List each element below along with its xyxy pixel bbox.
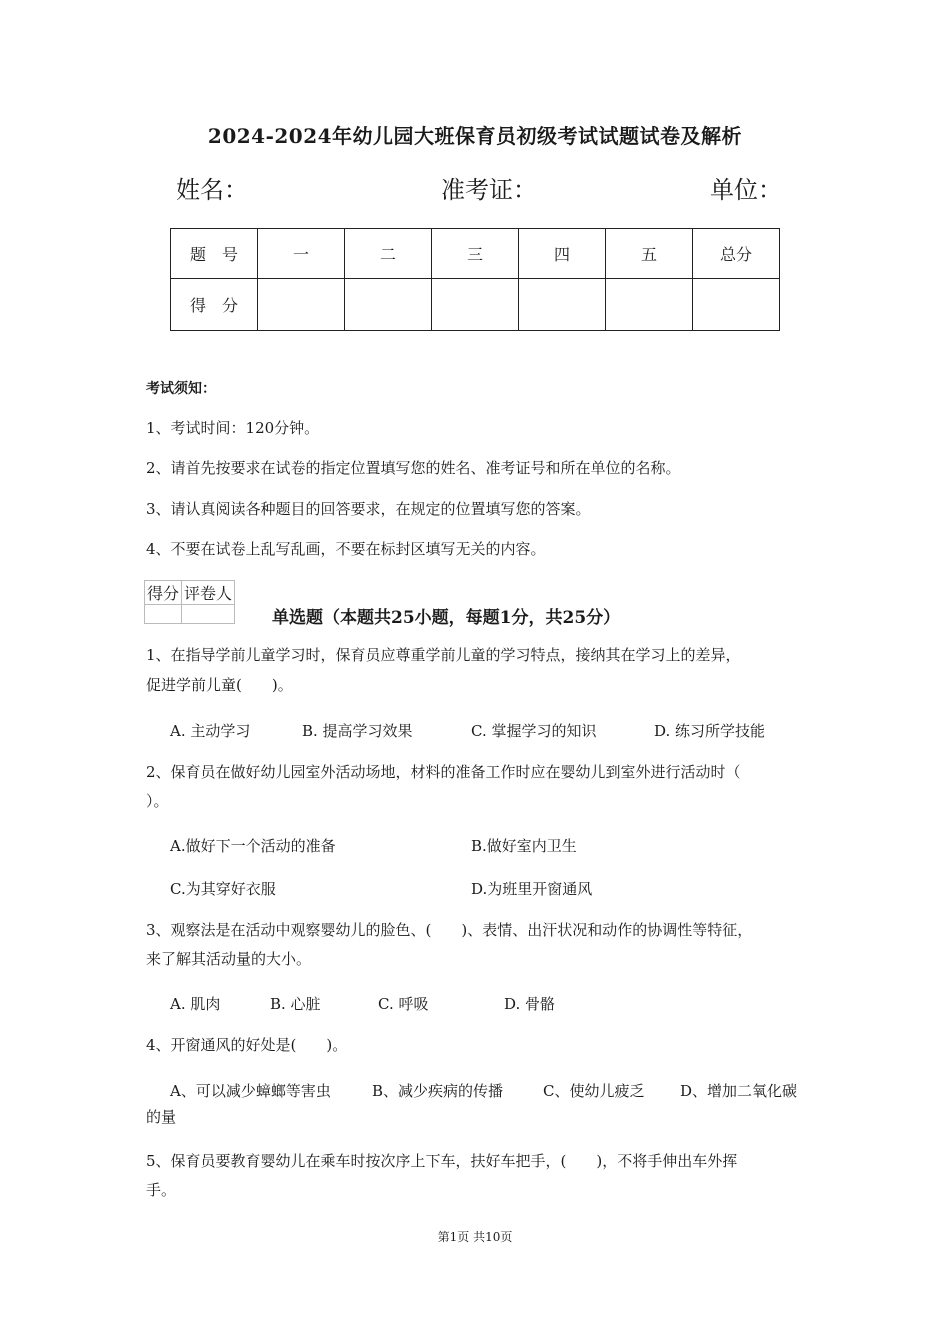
score-cell[interactable] — [258, 279, 345, 331]
question-1-option-d[interactable]: D. 练习所学技能 — [654, 722, 766, 740]
notice-item: 2、请首先按要求在试卷的指定位置填写您的姓名、准考证号和所在单位的名称。 — [146, 459, 681, 477]
question-1-option-a[interactable]: A. 主动学习 — [170, 722, 251, 740]
score-cell[interactable] — [432, 279, 519, 331]
notice-item: 3、请认真阅读各种题目的回答要求，在规定的位置填写您的答案。 — [146, 500, 591, 518]
question-4-line-1: 4、开窗通风的好处是( )。 — [146, 1036, 348, 1054]
score-header-cell: 一 — [258, 229, 345, 279]
question-3-option-a[interactable]: A. 肌肉 — [170, 995, 221, 1013]
question-1-option-c[interactable]: C. 掌握学习的知识 — [471, 722, 597, 740]
score-table — [170, 228, 780, 331]
grader-name-cell[interactable] — [182, 605, 235, 624]
grader-box — [144, 580, 235, 624]
notice-item: 4、不要在试卷上乱写乱画，不要在标封区填写无关的内容。 — [146, 540, 546, 558]
question-4-continuation: 的量 — [146, 1108, 177, 1126]
grader-name-label: 评卷人 — [182, 581, 235, 605]
question-3-line-1: 3、观察法是在活动中观察婴幼儿的脸色、( )、表情、出汗状况和动作的协调性等特征， — [146, 921, 753, 939]
section-title: 单选题（本题共25小题，每题1分，共25分） — [272, 608, 621, 628]
question-3-line-2: 来了解其活动量的大小。 — [146, 950, 312, 968]
question-2-option-b[interactable]: B.做好室内卫生 — [471, 837, 577, 855]
question-5-line-1: 5、保育员要教育婴幼儿在乘车时按次序上下车，扶好车把手，( )，不将手伸出车外挥 — [146, 1152, 738, 1170]
notice-heading: 考试须知： — [146, 381, 216, 397]
unit-label: 单位： — [710, 176, 782, 204]
question-2-line-2: ）。 — [146, 792, 169, 810]
score-table-score-row — [171, 279, 780, 331]
score-cell[interactable] — [693, 279, 780, 331]
name-label: 姓名： — [176, 176, 248, 204]
question-3-option-c[interactable]: C. 呼吸 — [378, 995, 429, 1013]
question-3-option-b[interactable]: B. 心脏 — [270, 995, 321, 1013]
score-row-label: 得 分 — [171, 279, 258, 331]
grader-score-label: 得分 — [145, 581, 182, 605]
score-header-cell: 二 — [345, 229, 432, 279]
score-header-cell: 五 — [606, 229, 693, 279]
question-4-option-a[interactable]: A、可以减少蟑螂等害虫 — [170, 1082, 331, 1100]
score-header-cell: 总分 — [693, 229, 780, 279]
question-2-line-1: 2、保育员在做好幼儿园室外活动场地，材料的准备工作时应在婴幼儿到室外进行活动时（ — [146, 763, 741, 781]
exam-id-label: 准考证： — [441, 176, 537, 204]
question-1-line-2: 促进学前儿童( )。 — [146, 676, 293, 694]
question-4-option-b[interactable]: B、减少疾病的传播 — [372, 1082, 504, 1100]
score-table-header-row — [171, 229, 780, 279]
question-1-line-1: 1、在指导学前儿童学习时，保育员应尊重学前儿童的学习特点，接纳其在学习上的差异， — [146, 646, 741, 664]
question-2-option-a[interactable]: A.做好下一个活动的准备 — [170, 837, 336, 855]
question-2-option-d[interactable]: D.为班里开窗通风 — [471, 880, 593, 898]
score-header-cell: 三 — [432, 229, 519, 279]
question-4-option-d[interactable]: D、增加二氧化碳 — [680, 1082, 798, 1100]
notice-item: 1、考试时间：120分钟。 — [146, 419, 320, 437]
exam-title: 2024-2024年幼儿园大班保育员初级考试试题试卷及解析 — [207, 124, 743, 148]
score-cell[interactable] — [606, 279, 693, 331]
question-2-option-c[interactable]: C.为其穿好衣服 — [170, 880, 276, 898]
question-4-option-c[interactable]: C、使幼儿疲乏 — [543, 1082, 645, 1100]
score-header-cell: 题 号 — [171, 229, 258, 279]
page-footer: 第1页 共10页 — [437, 1230, 513, 1244]
score-header-cell: 四 — [519, 229, 606, 279]
grader-score-cell[interactable] — [145, 605, 182, 624]
score-cell[interactable] — [345, 279, 432, 331]
question-3-option-d[interactable]: D. 骨骼 — [504, 995, 556, 1013]
question-5-line-2: 手。 — [146, 1181, 177, 1199]
question-1-option-b[interactable]: B. 提高学习效果 — [302, 722, 413, 740]
score-cell[interactable] — [519, 279, 606, 331]
